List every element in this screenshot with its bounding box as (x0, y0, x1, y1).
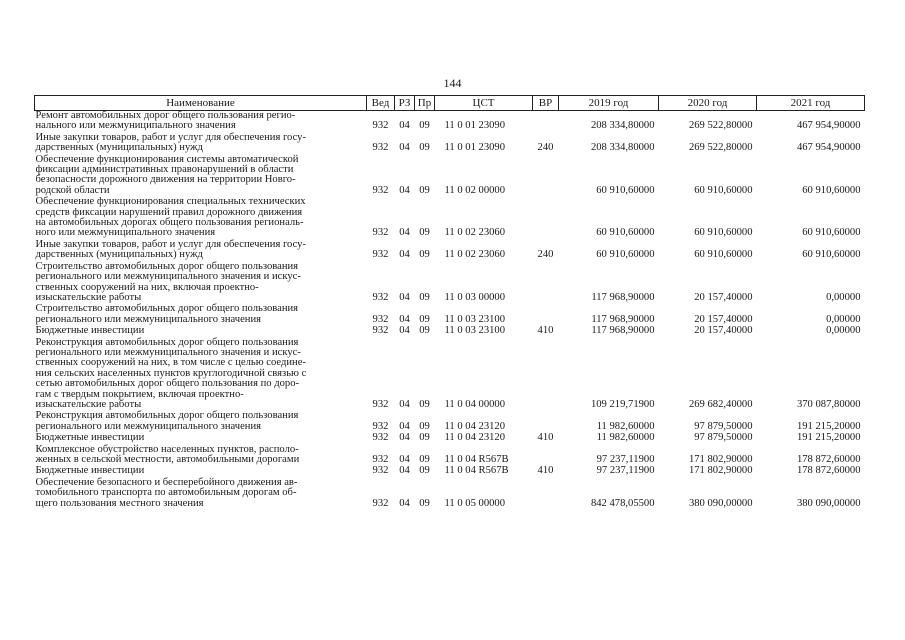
cell-cst: 11 0 04 23120 (444, 432, 506, 444)
budget-table (34, 95, 865, 510)
cell-vr: 410 (537, 432, 554, 444)
table-header-row (35, 96, 865, 111)
cell-2020: 171 802,90000 (688, 454, 753, 465)
cell-pr: 09 (419, 120, 430, 132)
cell-ved: 932 (372, 432, 389, 444)
cell-2019: 117 968,90000 (591, 313, 655, 325)
cell-name: Обеспечение функционирования системы автоматической фиксации административных правонарушений в области безопасности дорожного движения на территории Новго- родской области (35, 153, 299, 196)
cell-2021: 178 872,60000 (796, 465, 861, 477)
table-body (35, 111, 865, 511)
cell-2020: 60 910,60000 (694, 184, 753, 196)
cell-2021: 178 872,60000 (796, 454, 861, 465)
page-number: 144 (443, 76, 462, 90)
cell-2020: 269 682,40000 (688, 398, 753, 410)
cell-name: Иные закупки товаров, работ и услуг для обеспечения госу- дарственных (муниципальных) нужд (35, 131, 307, 154)
cell-2021: 191 215,20000 (796, 432, 861, 444)
cell-vr: 410 (537, 465, 554, 477)
table-row (35, 411, 865, 433)
cell-ved: 932 (372, 184, 389, 196)
cell-2020: 269 522,80000 (688, 120, 753, 132)
cell-ved: 932 (372, 325, 389, 337)
cell-cst: 11 0 02 00000 (444, 184, 506, 196)
cell-vr: 240 (537, 142, 554, 154)
header-rz: РЗ (395, 96, 415, 111)
header-cst: ЦСТ (435, 96, 533, 111)
cell-vr: 240 (537, 249, 554, 261)
cell-rz: 04 (399, 497, 410, 509)
cell-2021: 60 910,60000 (802, 249, 861, 261)
table-row (35, 240, 865, 262)
cell-ved: 932 (372, 291, 389, 303)
cell-rz: 04 (399, 249, 410, 261)
cell-name: Бюджетные инвестиции (35, 432, 145, 444)
table-row (35, 111, 865, 133)
cell-2019: 842 478,05500 (590, 497, 655, 509)
cell-2020: 269 522,80000 (688, 142, 753, 154)
cell-2019: 11 982,60000 (596, 432, 655, 444)
cell-vr (533, 155, 559, 198)
cell-2021: 0,00000 (826, 313, 861, 325)
table-row (35, 304, 865, 326)
cell-pr: 09 (419, 465, 430, 477)
cell-name: Реконструкция автомобильных дорог общего пользования регионального или межмуниципального значения (35, 410, 299, 432)
cell-vr (533, 304, 559, 326)
cell-rz: 04 (399, 325, 410, 337)
cell-2021: 370 087,80000 (796, 398, 861, 410)
cell-2021: 0,00000 (826, 325, 861, 337)
cell-2019: 208 334,80000 (590, 120, 655, 132)
cell-name: Иные закупки товаров, работ и услуг для обеспечения госу- дарственных (муниципальных) нужд (35, 238, 307, 261)
cell-rz: 04 (399, 432, 410, 444)
table-row (35, 262, 865, 305)
cell-cst: 11 0 03 23100 (444, 325, 506, 337)
cell-2020: 60 910,60000 (694, 227, 753, 239)
cell-2020: 380 090,00000 (688, 497, 753, 509)
cell-rz: 04 (399, 184, 410, 196)
cell-pr: 09 (419, 227, 430, 239)
header-2020: 2020 год (659, 96, 757, 111)
cell-2021: 60 910,60000 (802, 227, 861, 239)
cell-rz: 04 (399, 313, 410, 325)
cell-ved: 932 (372, 120, 389, 132)
cell-cst: 11 0 02 23060 (444, 227, 506, 239)
cell-pr: 09 (419, 420, 430, 432)
header-pr: Пр (415, 96, 435, 111)
table-row (35, 197, 865, 240)
cell-rz: 04 (399, 291, 410, 303)
cell-2019: 208 334,80000 (590, 142, 655, 154)
cell-cst: 11 0 04 R567B (444, 454, 509, 465)
cell-name: Строительство автомобильных дорог общего пользования регионального или межмуниципального значения и искус- ственных сооружений на них, включая проектно- изыскательские работы (35, 260, 301, 303)
cell-name: Бюджетные инвестиции (35, 465, 145, 477)
cell-vr (533, 262, 559, 305)
cell-2021: 191 215,20000 (796, 420, 861, 432)
cell-name: Обеспечение функционирования специальных технических средств фиксации нарушений правил дорожного движения на автомобильных дорогах общего пользования региональ- ного или межмуниципального значения (35, 196, 306, 239)
header-2019: 2019 год (559, 96, 659, 111)
cell-vr: 410 (537, 325, 554, 337)
cell-2019: 109 219,71900 (590, 398, 655, 410)
cell-rz: 04 (399, 398, 410, 410)
cell-2020: 20 157,40000 (694, 325, 753, 337)
cell-rz: 04 (399, 120, 410, 132)
table-row (35, 445, 865, 467)
cell-vr (533, 445, 559, 467)
cell-name: Строительство автомобильных дорог общего пользования регионального или межмуниципального значения (35, 303, 299, 325)
cell-rz: 04 (399, 420, 410, 432)
cell-rz: 04 (399, 454, 410, 465)
cell-2021: 380 090,00000 (796, 497, 861, 509)
header-ved: Вед (367, 96, 395, 111)
cell-name: Реконструкция автомобильных дорог общего пользования регионального или межмуниципального значения и искус- ственных сооружений на них, в том числе с целью соедине- ния сельских населенных пунктов круглогодичной связью с сетью автомобильных дорог общего пользования по доро- гам с твердым покрытием, включая проектно- изыскательские работы (35, 336, 307, 410)
cell-pr: 09 (419, 184, 430, 196)
cell-pr: 09 (419, 497, 430, 509)
table-row (35, 478, 865, 510)
cell-2020: 97 879,50000 (694, 432, 753, 444)
cell-pr: 09 (419, 398, 430, 410)
cell-name: Ремонт автомобильных дорог общего пользования регио- нального или межмуниципального значения (35, 110, 296, 132)
cell-name: Комплексное обустройство населенных пунктов, располо- женных в сельской местности, автомобильными дорогами (35, 443, 300, 465)
cell-2019: 97 237,11900 (596, 465, 655, 477)
cell-2020: 20 157,40000 (694, 313, 753, 325)
cell-vr (533, 197, 559, 240)
cell-cst: 11 0 02 23060 (444, 249, 506, 261)
cell-ved: 932 (372, 313, 389, 325)
cell-cst: 11 0 04 23120 (444, 420, 506, 432)
table-row (35, 326, 865, 337)
cell-pr: 09 (419, 432, 430, 444)
cell-rz: 04 (399, 142, 410, 154)
cell-rz: 04 (399, 227, 410, 239)
cell-pr: 09 (419, 291, 430, 303)
cell-cst: 11 0 03 00000 (444, 291, 506, 303)
header-vr: ВР (533, 96, 559, 111)
cell-cst: 11 0 03 23100 (444, 313, 506, 325)
cell-cst: 11 0 04 00000 (444, 398, 506, 410)
cell-2021: 0,00000 (826, 291, 861, 303)
cell-cst: 11 0 05 00000 (444, 497, 506, 509)
cell-2019: 117 968,90000 (591, 325, 655, 337)
cell-2021: 467 954,90000 (796, 142, 861, 154)
cell-cst: 11 0 01 23090 (444, 142, 506, 154)
cell-pr: 09 (419, 142, 430, 154)
cell-2020: 97 879,50000 (694, 420, 753, 432)
cell-vr (533, 411, 559, 433)
cell-ved: 932 (372, 249, 389, 261)
cell-2020: 171 802,90000 (688, 465, 753, 477)
cell-cst: 11 0 01 23090 (444, 120, 506, 132)
header-name: Наименование (35, 96, 367, 111)
cell-ved: 932 (372, 420, 389, 432)
cell-pr: 09 (419, 249, 430, 261)
table-row (35, 433, 865, 444)
cell-vr (533, 338, 559, 412)
cell-rz: 04 (399, 465, 410, 477)
cell-2019: 117 968,90000 (591, 291, 655, 303)
cell-ved: 932 (372, 454, 389, 465)
cell-vr (533, 111, 559, 133)
cell-name: Бюджетные инвестиции (35, 325, 145, 337)
cell-ved: 932 (372, 465, 389, 477)
table-row (35, 338, 865, 412)
cell-2020: 60 910,60000 (694, 249, 753, 261)
cell-ved: 932 (372, 142, 389, 154)
cell-pr: 09 (419, 313, 430, 325)
table-row (35, 133, 865, 155)
header-2021: 2021 год (757, 96, 865, 111)
cell-ved: 932 (372, 497, 389, 509)
cell-2019: 11 982,60000 (596, 420, 655, 432)
table-row (35, 155, 865, 198)
cell-2021: 467 954,90000 (796, 120, 861, 132)
cell-ved: 932 (372, 227, 389, 239)
cell-pr: 09 (419, 454, 430, 465)
cell-vr (533, 478, 559, 510)
cell-2019: 97 237,11900 (596, 454, 655, 465)
cell-2019: 60 910,60000 (596, 184, 655, 196)
cell-ved: 932 (372, 398, 389, 410)
cell-name: Обеспечение безопасного и бесперебойного движения ав- томобильного транспорта по автомобильным дорогам об- щего пользования местного значения (35, 476, 298, 509)
cell-cst: 11 0 04 R567B (444, 465, 509, 477)
cell-2020: 20 157,40000 (694, 291, 753, 303)
cell-2019: 60 910,60000 (596, 249, 655, 261)
cell-2021: 60 910,60000 (802, 184, 861, 196)
cell-pr: 09 (419, 325, 430, 337)
cell-2019: 60 910,60000 (596, 227, 655, 239)
